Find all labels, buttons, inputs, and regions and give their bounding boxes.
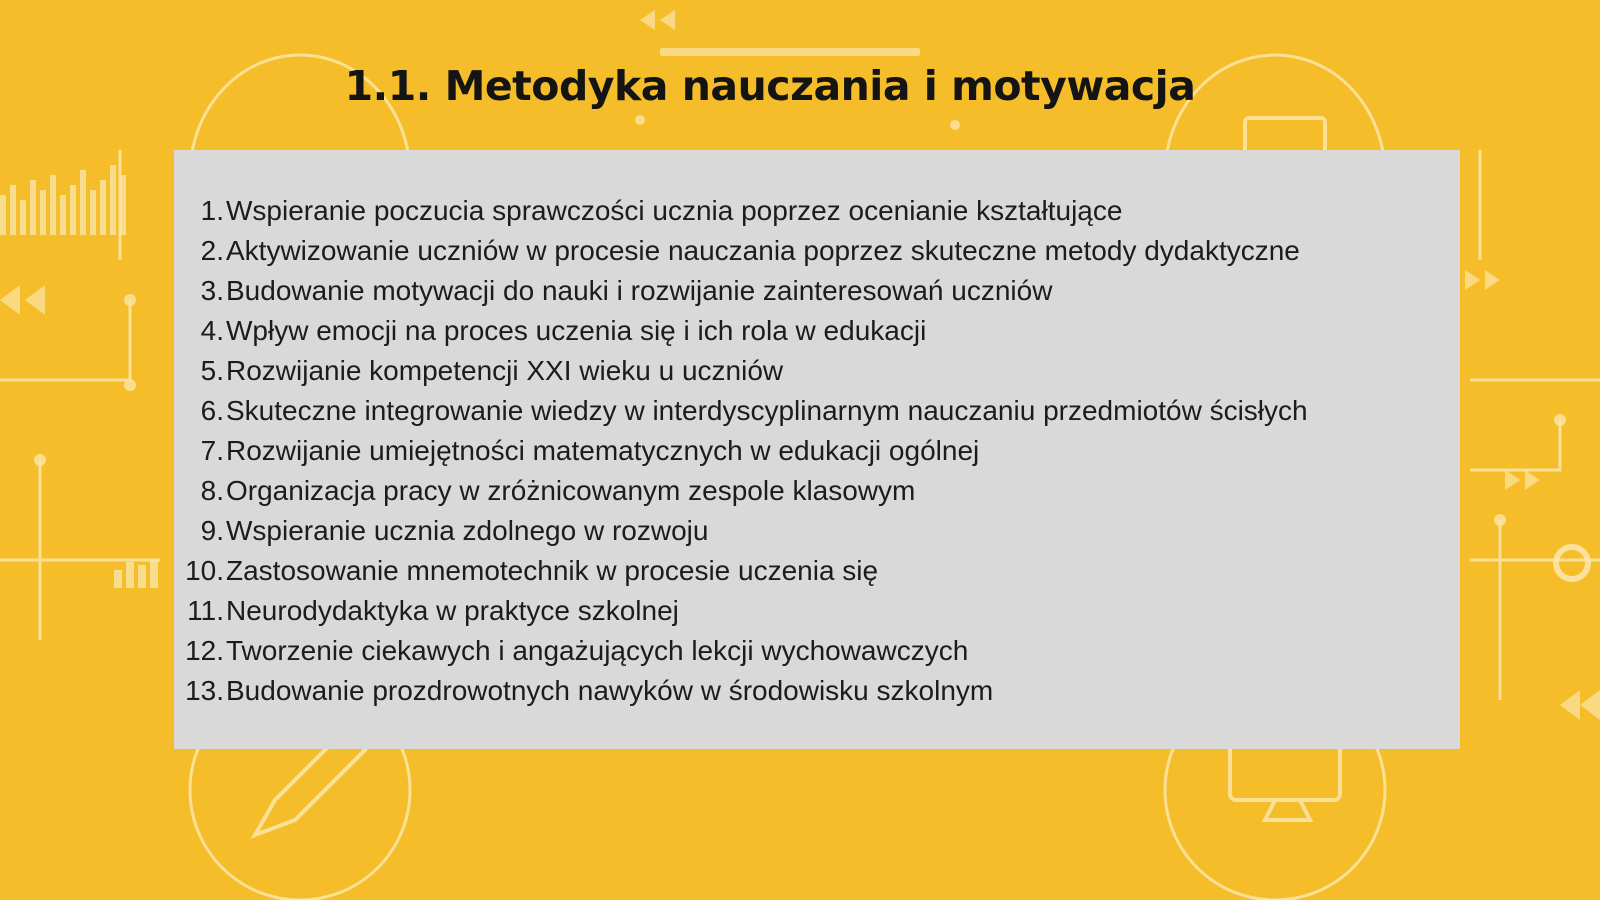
- list-item: [174, 435, 1454, 475]
- item-text: Aktywizowanie uczniów w procesie nauczania poprzez skuteczne metody dydaktyczne: [226, 235, 1300, 266]
- item-text: Organizacja pracy w zróżnicowanym zespole klasowym: [226, 475, 916, 506]
- item-text: Neurodydaktyka w praktyce szkolnej: [226, 595, 679, 626]
- list-item: [174, 315, 1454, 355]
- slide-title: 1.1. Metodyka nauczania i motywacja: [344, 62, 1196, 110]
- arrow-decoration: [0, 285, 20, 315]
- list-item: [174, 195, 1454, 235]
- item-number: 13.: [185, 675, 224, 706]
- item-text: Rozwijanie umiejętności matematycznych w edukacji ogólnej: [226, 435, 980, 466]
- item-text: Wspieranie ucznia zdolnego w rozwoju: [226, 515, 709, 546]
- list-item: [174, 515, 1454, 555]
- list-item: [174, 675, 1454, 715]
- content-panel: [174, 150, 1460, 749]
- item-text: Budowanie prozdrowotnych nawyków w środowisku szkolnym: [226, 675, 994, 706]
- item-number: 12.: [185, 635, 224, 666]
- topic-list: [174, 195, 1454, 715]
- list-item: [174, 475, 1454, 515]
- item-number: 3.: [200, 275, 224, 306]
- item-text: Zastosowanie mnemotechnik w procesie uczenia się: [226, 555, 879, 586]
- list-item: [174, 275, 1454, 315]
- list-item: [174, 235, 1454, 275]
- item-text: Budowanie motywacji do nauki i rozwijanie zainteresowań uczniów: [226, 275, 1053, 306]
- monitor-icon: [1230, 740, 1340, 800]
- item-text: Wspieranie poczucia sprawczości ucznia poprzez ocenianie kształtujące: [226, 195, 1123, 226]
- item-number: 11.: [187, 595, 224, 626]
- list-item: [174, 555, 1454, 595]
- item-number: 6.: [200, 395, 224, 426]
- item-text: Tworzenie ciekawych i angażujących lekcji wychowawczych: [226, 635, 969, 666]
- item-number: 2.: [200, 235, 224, 266]
- item-number: 8.: [200, 475, 224, 506]
- list-item: [174, 395, 1454, 435]
- list-item: [174, 635, 1454, 675]
- item-number: 5.: [200, 355, 224, 386]
- bar-chart-decoration: [0, 195, 6, 235]
- item-number: 7.: [200, 435, 224, 466]
- item-number: 10.: [185, 555, 224, 586]
- list-item: [174, 595, 1454, 635]
- item-text: Wpływ emocji na proces uczenia się i ich rola w edukacji: [226, 315, 927, 346]
- item-number: 4.: [200, 315, 224, 346]
- list-item: [174, 355, 1454, 395]
- ring-decoration: [1556, 547, 1588, 579]
- item-number: 1.: [200, 195, 224, 226]
- item-text: Rozwijanie kompetencji XXI wieku u uczniów: [226, 355, 784, 386]
- item-number: 9.: [200, 515, 224, 546]
- item-text: Skuteczne integrowanie wiedzy w interdyscyplinarnym nauczaniu przedmiotów ścisłych: [226, 395, 1308, 426]
